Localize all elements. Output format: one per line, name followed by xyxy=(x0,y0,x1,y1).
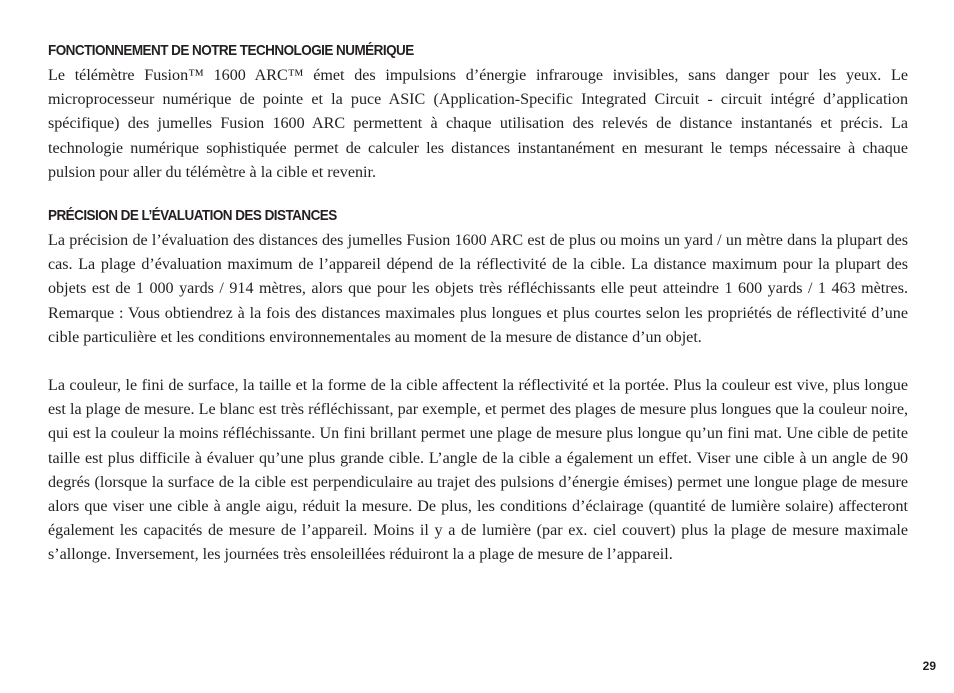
section-spacer xyxy=(48,185,908,205)
section-title-technology: FONCTIONNEMENT DE NOTRE TECHNOLOGIE NUMÉRIQUE xyxy=(48,42,414,59)
document-page xyxy=(48,40,908,568)
paragraph-spacer xyxy=(48,350,908,374)
section-title-precision: PRÉCISION DE L’ÉVALUATION DES DISTANCES xyxy=(48,207,337,225)
page-number: 29 xyxy=(922,659,936,673)
paragraph-precision: La précision de l’évaluation des distances des jumelles Fusion 1600 ARC est de plus ou moins un yard / un mètre dans la plupart des cas. La plage d’évaluation maximum de l’appareil dépend de la réflectivité de la cible. La distance maximum pour la plupart des objets est de 1 000 yards / 914 mètres, alors que pour les objets très réfléchissants elle peut atteindre 1 600 yards / 1 463 mètres. Remarque : Vous obtiendrez à la fois des distances maximales plus longues et plus courtes selon les propriétés de réflectivité d’une cible particulière et les conditions environnementales au moment de la mesure de distance d’un objet. xyxy=(48,232,908,346)
paragraph-reflectivity: La couleur, le fini de surface, la taille et la forme de la cible affectent la réflectivité et la portée. Plus la couleur est vive, plus longue est la plage de mesure. Le blanc est très réfléchissant, par exemple, et permet des plages de mesure plus longues que la couleur noire, qui est la couleur la moins réfléchissante. Un fini brillant permet une plage de mesure plus longue qu’un fini mat. Une cible de petite taille est plus difficile à évaluer qu’une plus grande cible. L’angle de la cible a également un effet. Viser une cible à un angle de 90 degrés (lorsque la surface de la cible est perpendiculaire au trajet des pulsions d’énergie émises) permet une longue plage de mesure alors que viser une cible à angle aigu, réduit la mesure. De plus, les conditions d’éclairage (quantité de lumière solaire) affecteront également les capacités de mesure de l’appareil. Moins il y a de lumière (par ex. ciel couvert) plus la plage de mesure maximale s’allonge. Inversement, les journées très ensoleillées réduiront la a plage de mesure de l’appareil. xyxy=(48,377,908,564)
paragraph-technology: Le télémètre Fusion™ 1600 ARC™ émet des impulsions d’énergie infrarouge invisibles, sans danger pour les yeux. Le microprocesseur numérique de pointe et la puce ASIC (Application-Specific Integrated Circuit - circuit intégré d’application spécifique) des jumelles Fusion 1600 ARC permettent à chaque utilisation des relevés de distance instantanés et précis. La technologie numérique sophistiquée permet de calculer les distances instantanément en mesurant le temps nécessaire à chaque pulsion pour aller du télémètre à la cible et revenir. xyxy=(48,67,908,181)
